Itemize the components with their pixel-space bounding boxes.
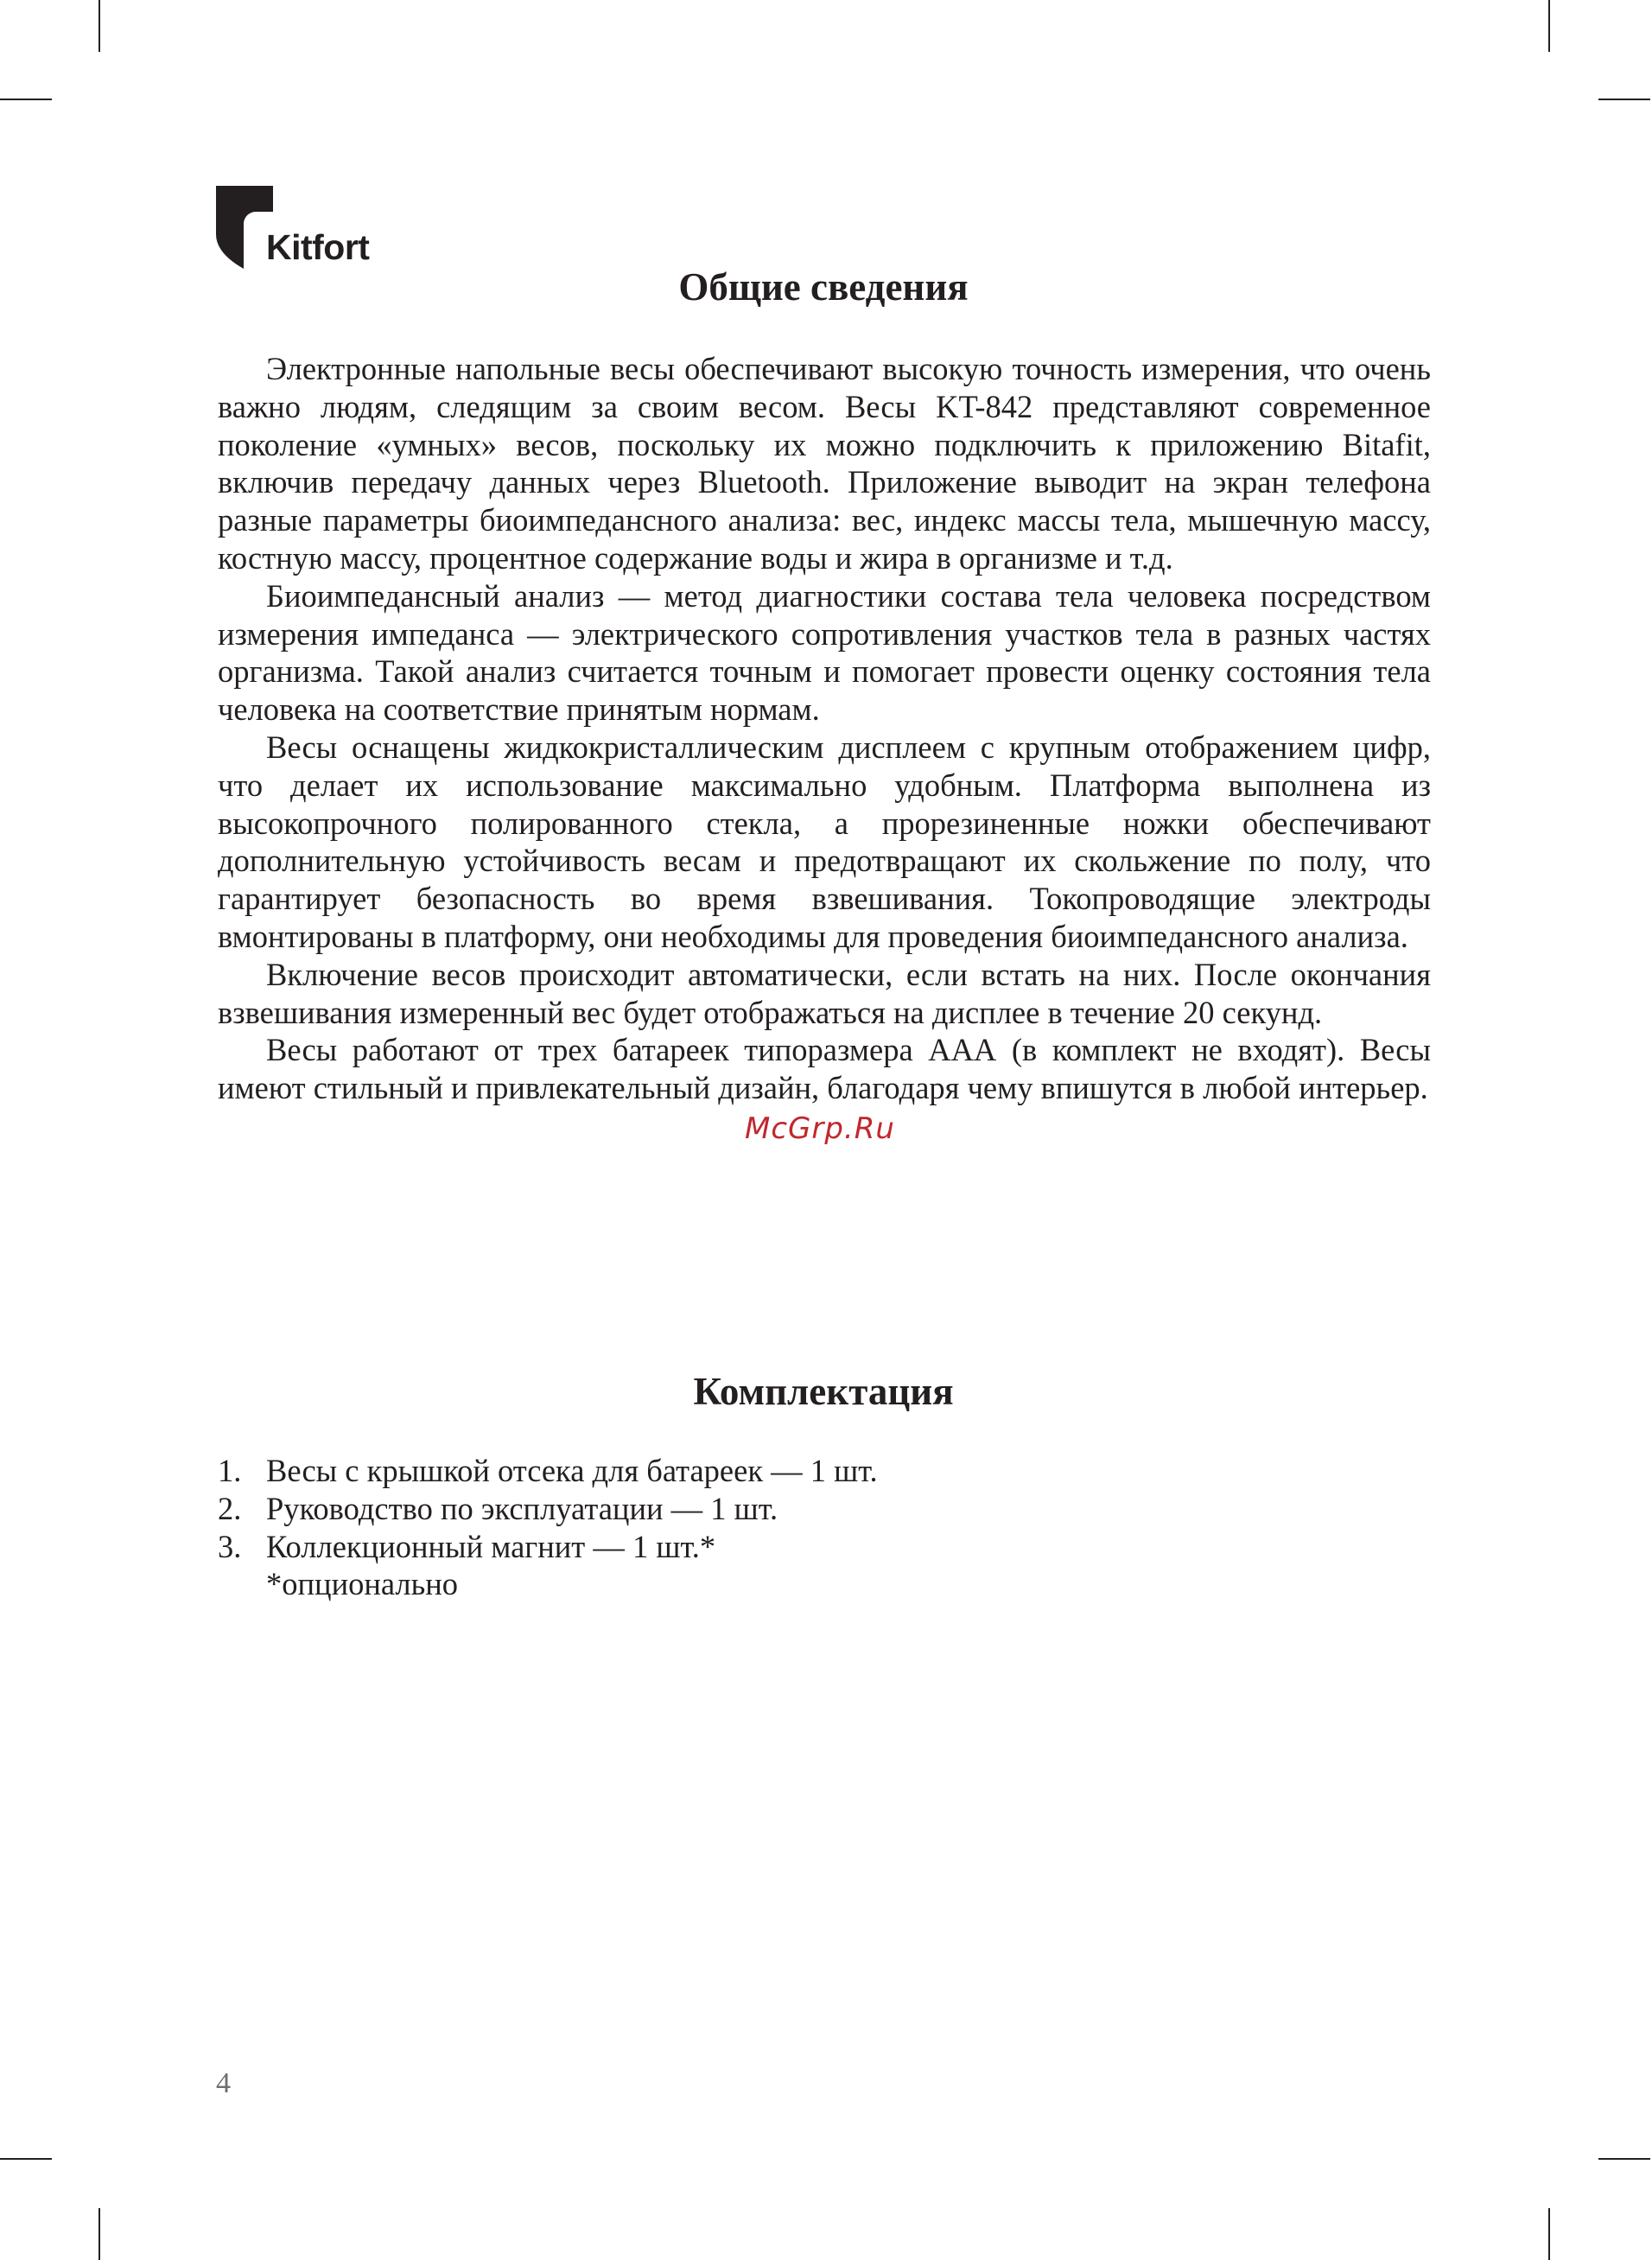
item-text: Весы с крышкой отсека для батареек — 1 шт.	[266, 1453, 878, 1488]
watermark: McGrp.Ru	[745, 1111, 895, 1146]
paragraph: Весы оснащены жидкокристаллическим дисплеем с крупным отображением цифр, что делает их использование максимально удобным. Платформа выполнена из высокопрочного полированного стекла, а прорезиненные ножки обеспечивают дополнительную устойчивость весам и предотвращают их скольжение по полу, что гарантирует безопасность во время взвешивания. Токопроводящие электроды вмонтированы в платформу, они необходимы для проведения биоимпедансного анализа.	[218, 729, 1431, 954]
brand-name: Kitfort	[266, 227, 370, 267]
list-item	[218, 1490, 1341, 1528]
crop-mark	[0, 99, 52, 100]
section-title-package: Комплектация	[693, 1370, 954, 1413]
item-number: 3.	[218, 1528, 242, 1564]
page-number: 4	[216, 2067, 231, 2099]
crop-mark	[0, 2158, 52, 2160]
crop-mark	[1548, 2208, 1550, 2260]
footnote: *опционально	[266, 1566, 459, 1602]
crop-mark	[1548, 0, 1550, 52]
kitfort-logo	[216, 186, 389, 272]
item-number: 1.	[218, 1453, 242, 1488]
paragraph: Включение весов происходит автоматически, если встать на них. После окончания взвешивания измеренный вес будет отображаться на дисплее в течение 20 секунд.	[218, 956, 1431, 1030]
list-item	[218, 1528, 1341, 1566]
section-title-general: Общие сведения	[678, 265, 969, 309]
crop-mark	[1598, 2158, 1650, 2160]
paragraph: Электронные напольные весы обеспечивают высокую точность измерения, что очень важно людям, следящим за своим весом. Весы KT-842 представляют современное поколение «умных» весов, поскольку их можно подключить к приложению Bitafit, включив передачу данных через Bluetooth. Приложение выводит на экран телефона разные параметры биоимпедансного анализа: вес, индекс массы тела, мышечную массу, костную массу, процентное содержание воды и жира в организме и т.д.	[218, 351, 1431, 576]
crop-mark	[1598, 99, 1650, 100]
item-text: Коллекционный магнит — 1 шт.*	[266, 1528, 716, 1564]
item-number: 2.	[218, 1490, 242, 1526]
paragraph: Весы работают от трех батареек типоразмера ААА (в комплект не входят). Весы имеют стильный и привлекательный дизайн, благодаря чему впишутся в любой интерьер.	[218, 1032, 1431, 1106]
package-list	[218, 1452, 1341, 1603]
kitfort-logo-icon	[216, 186, 273, 269]
item-text: Руководство по эксплуатации — 1 шт.	[266, 1490, 778, 1526]
list-item	[218, 1452, 1341, 1490]
crop-mark	[98, 0, 100, 52]
general-info-text	[218, 350, 1431, 1107]
paragraph: Биоимпедансный анализ — метод диагностики состава тела человека посредством измерения импеданса — электрического сопротивления участков тела в разных частях организма. Такой анализ считается точным и помогает провести оценку состояния тела человека на соответствие принятым нормам.	[218, 577, 1431, 728]
crop-mark	[98, 2208, 100, 2260]
